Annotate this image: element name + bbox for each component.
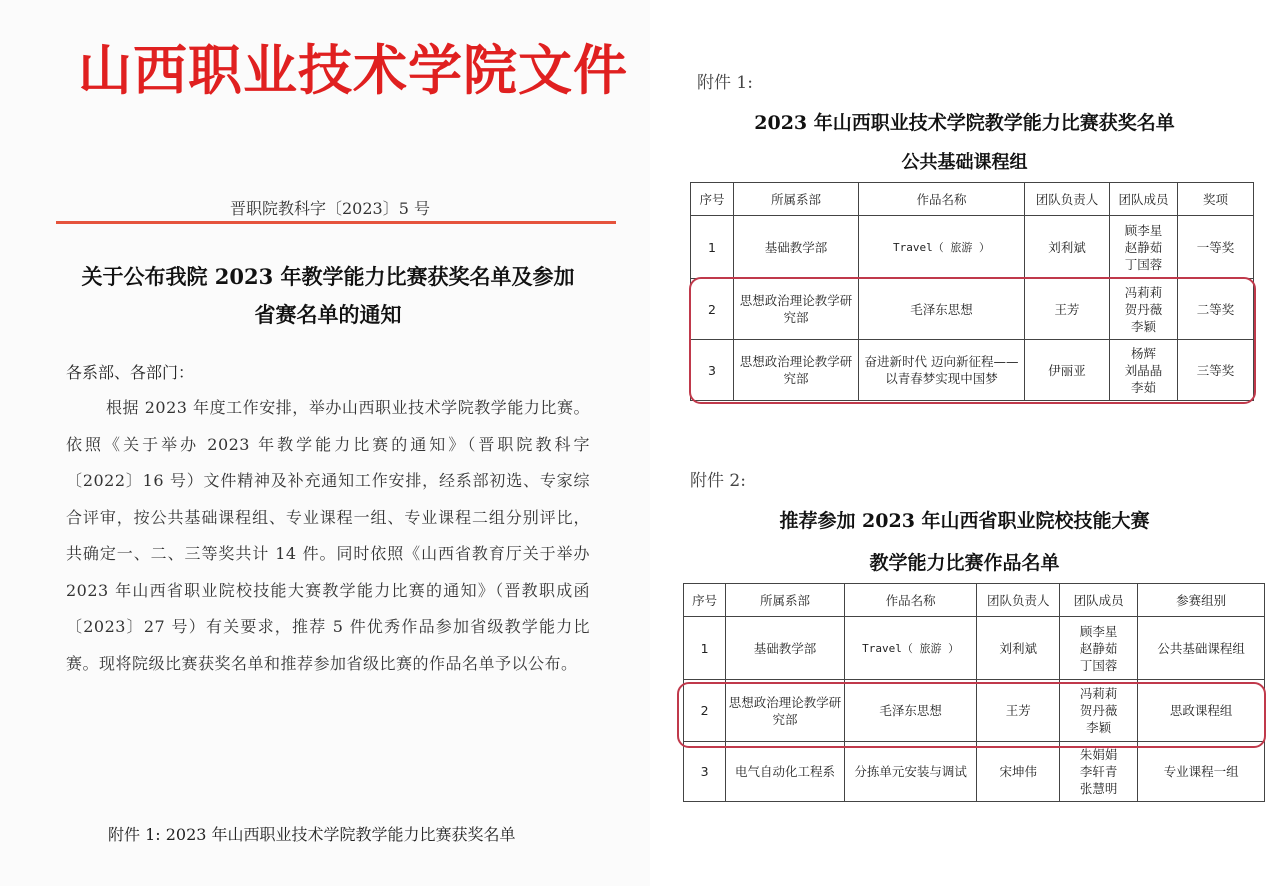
table-cell: 3 <box>691 340 734 401</box>
attachment-1-subtitle: 公共基础课程组 <box>901 152 1028 173</box>
table-cell: 冯莉莉 贺丹薇 李颖 <box>1059 680 1137 742</box>
table-cell: 毛泽东思想 <box>859 279 1025 340</box>
table-cell: 电气自动化工程系 <box>726 742 845 802</box>
table-cell: 思想政治理论教学研究部 <box>726 680 845 742</box>
attachments-page <box>655 0 1274 886</box>
column-header: 团队负责人 <box>977 584 1059 617</box>
table-cell: 2 <box>691 279 734 340</box>
table-cell: 分拣单元安装与调试 <box>844 742 977 802</box>
table-cell: 1 <box>684 617 726 680</box>
table-cell: Travel（ 旅游 ） <box>859 216 1025 279</box>
header-red-rule <box>56 221 616 224</box>
notice-body: 根据 2023 年度工作安排，举办山西职业技术学院教学能力比赛。依照《关于举办 2023 年教学能力比赛的通知》（晋职院教科字〔2022〕16 号）文件精神及补充通知工作安排，经系部初选、专家综合评审，按公共基础课程组、专业课程一组、专业课程二组分别评比，共确定一、二、三等奖共计 14 件。同时依照《山西省教育厅关于举办 2023 年山西省职业院校技能大赛教学能力比赛的通知》（晋教职成函〔2023〕27 号）有关要求，推荐 5 件优秀作品参加省级教学能力比赛。现将院级比赛获奖名单和推荐参加省级比赛的作品名单予以公布。 <box>66 398 590 673</box>
column-header: 团队成员 <box>1059 584 1137 617</box>
table-cell: 二等奖 <box>1178 279 1254 340</box>
table-row <box>684 617 1265 680</box>
column-header: 奖项 <box>1178 183 1254 216</box>
table-cell: 刘利斌 <box>977 617 1059 680</box>
column-header: 序号 <box>684 584 726 617</box>
column-header: 作品名称 <box>844 584 977 617</box>
table-cell: 1 <box>691 216 734 279</box>
table-cell: 王芳 <box>977 680 1059 742</box>
table-cell: 顾李星 赵静茹 丁国蓉 <box>1110 216 1178 279</box>
table-cell: 冯莉莉 贺丹薇 李颖 <box>1110 279 1178 340</box>
notice-title-line-2: 省赛名单的通知 <box>254 302 402 327</box>
table-row <box>691 216 1254 279</box>
table-cell: 刘利斌 <box>1025 216 1110 279</box>
table-cell: 思想政治理论教学研究部 <box>734 279 859 340</box>
table-cell: 朱娟娟 李轩青 张慧明 <box>1059 742 1137 802</box>
column-header: 团队成员 <box>1110 183 1178 216</box>
notice-title-line-1: 关于公布我院 2023 年教学能力比赛获奖名单及参加 <box>81 264 575 289</box>
highlight-box-award <box>689 277 1256 404</box>
column-header: 所属系部 <box>726 584 845 617</box>
table-cell: Travel（ 旅游 ） <box>844 617 977 680</box>
table-cell: 毛泽东思想 <box>844 680 977 742</box>
column-header: 作品名称 <box>859 183 1025 216</box>
salutation: 各系部、各部门： <box>66 363 195 382</box>
table-cell: 三等奖 <box>1178 340 1254 401</box>
table-cell: 杨辉 刘晶晶 李茹 <box>1110 340 1178 401</box>
attachment-1-label: 附件 1: <box>697 73 753 93</box>
table-cell: 顾李星 赵静茹 丁国蓉 <box>1059 617 1137 680</box>
table-cell: 思政课程组 <box>1138 680 1265 742</box>
attachment-2-label: 附件 2: <box>690 471 746 491</box>
column-header: 参赛组别 <box>1138 584 1265 617</box>
table-cell: 王芳 <box>1025 279 1110 340</box>
table-cell: 2 <box>684 680 726 742</box>
table-cell: 思想政治理论教学研究部 <box>734 340 859 401</box>
document-header-title: 山西职业技术学院文件 <box>78 39 628 102</box>
table-header-row <box>684 584 1265 617</box>
table-cell: 3 <box>684 742 726 802</box>
table-row <box>684 742 1265 802</box>
highlight-box-recommend <box>677 682 1266 748</box>
notice-title <box>58 258 598 334</box>
table-cell: 基础教学部 <box>734 216 859 279</box>
table-cell: 伊丽亚 <box>1025 340 1110 401</box>
attachment-1-title: 2023 年山西职业技术学院教学能力比赛获奖名单 <box>754 112 1175 134</box>
table-cell: 一等奖 <box>1178 216 1254 279</box>
attachment-2-title: 推荐参加 2023 年山西省职业院校技能大赛 <box>779 510 1150 532</box>
table-cell: 公共基础课程组 <box>1138 617 1265 680</box>
table-header-row <box>691 183 1254 216</box>
column-header: 团队负责人 <box>1025 183 1110 216</box>
table-cell: 宋坤伟 <box>977 742 1059 802</box>
table-cell: 专业课程一组 <box>1138 742 1265 802</box>
column-header: 序号 <box>691 183 734 216</box>
attachment-2-subtitle: 教学能力比赛作品名单 <box>869 552 1060 574</box>
document-number: 晋职院教科字〔2023〕5 号 <box>230 199 430 218</box>
table-cell: 奋进新时代 迈向新征程——以青春梦实现中国梦 <box>859 340 1025 401</box>
attachment-footer-line: 附件 1: 2023 年山西职业技术学院教学能力比赛获奖名单 <box>108 825 516 844</box>
column-header: 所属系部 <box>734 183 859 216</box>
table-cell: 基础教学部 <box>726 617 845 680</box>
